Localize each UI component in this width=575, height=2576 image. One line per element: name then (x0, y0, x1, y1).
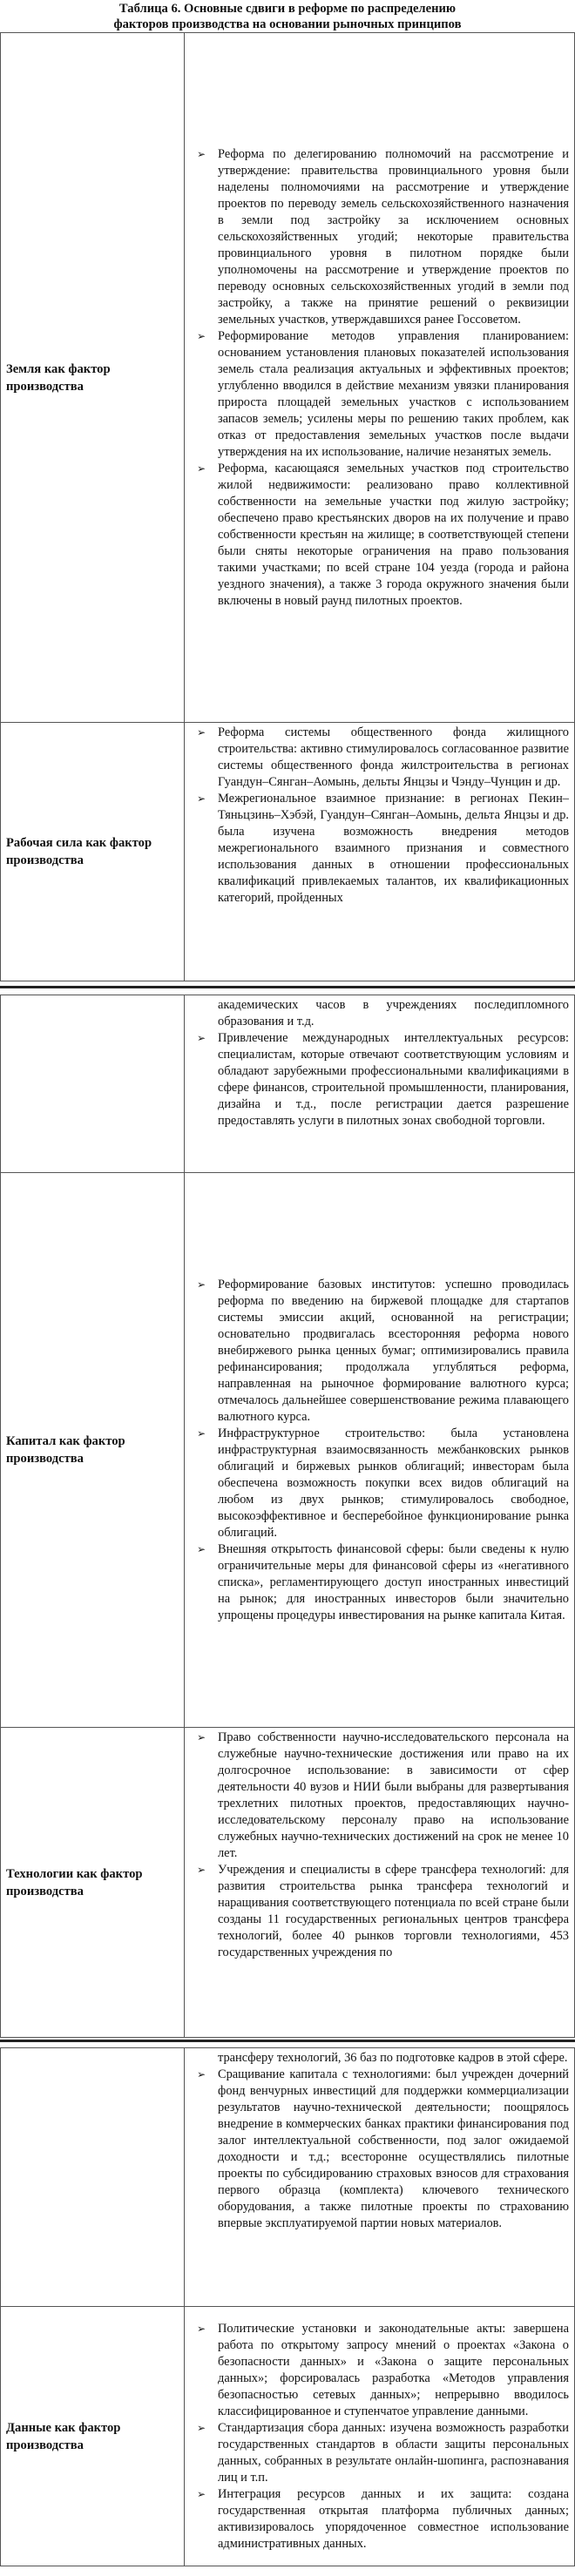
row-label-tech: Технологии как фактор производства (1, 1728, 185, 2038)
table-row-tech (1, 1728, 575, 2038)
row-label-labor: Рабочая сила как фактор производства (1, 723, 185, 981)
list-item: ➢ Сращивание капитала с технологиями: был учрежден дочерний фонд венчурных инвестиций для поддержки коммерциализации результатов научно-технической деятельности; поощрялось внедрение в коммерческих банках практики финансирования под залог интеллектуальной собственности, под залог ожидаемой доходности и т.д.; всесторонне осуществлялись пилотные проекты по субсидированию страховых взносов для страхования первого образца (комплекта) ключевого технического оборудования, а также пилотные проекты по страхованию впервые эксплуатируемой партии новых материалов. (197, 2067, 569, 2230)
list-item: ➢ Интеграция ресурсов данных и их защита: создана государственная открытая платформа публичных данных; активизировалось упорядоченное совместное использование административных данных. (197, 2486, 569, 2551)
list-item: ➢ Реформирование базовых институтов: успешно проводилась реформа по введению на биржевой площадке для стартапов системы эмиссии акций, основанной на регистрации; основательно продвигалась всесторонняя реформа нового внебиржевого рынка ценных бумаг; оптимизировались правила рефинансирования; продолжала углубляться реформа, направленная на рыночное формирование валютного курса; отмечалось дальнейшее совершенствование режима плавающего валютного курса. (197, 1277, 569, 1424)
table-row-data (1, 2307, 575, 2566)
bullet-icon: ➢ (197, 792, 206, 805)
list-item: ➢ Реформирование методов управления планированием: основанием установления плановых показателей использования земель стала реализация актуальных и эффективных проектов; углубленно вводился в действие механизм увязки планирования прироста площадей земельных участков с использованием запасов земель; усилены меры по решению таких проблем, как отказ от предоставления земельных участков после выдачи утверждения на их использование, наличие незанятых земель. (197, 328, 569, 459)
list-item: ➢ Учреждения и специалисты в сфере трансфера технологий: для развития строительства рынка трансфера технологий и наращивания соответствующего потенциала по всей стране были созданы 11 государственных региональных центров трансфера технологий, более 40 рынков торговли технологиями, 453 государственных учреждения по (197, 1863, 569, 1959)
table-title-line-2: факторов производства на основании рыночных принципов (113, 17, 462, 31)
bullet-icon: ➢ (197, 2322, 206, 2335)
list-item: ➢ Реформа по делегированию полномочий на рассмотрение и утверждение: правительства провинциального уровня были наделены полномочиями на рассмотрение и утверждение проектов по переводу земель сельскохозяйственного назначения в земли под застройку за исключением основных сельскохозяйственных угодий; некоторые правительства провинциального уровня в пилотном порядке были уполномочены на рассмотрение и утверждение проектов по переводу основных сельскохозяйственных угодий в земли под застройку, а также на принятие решений о реквизиции земельных участков, утверждавшихся ранее Госсоветом. (197, 146, 569, 327)
table-row-land (1, 33, 575, 723)
list-item: ➢ Межрегиональное взаимное признание: в регионах Пекин–Тяньцзинь–Хэбэй, Гуандун–Сянган–Аомынь, дельта Янцзы и др. была изучена возможность внедрения методов межрегионального взаимного признания и совместного использования данных в отношении профессиональных квалификаций привлекаемых талантов, их квалификационных категорий, пройденных (197, 792, 569, 905)
bullet-icon: ➢ (197, 1426, 206, 1440)
bullet-icon: ➢ (197, 1278, 206, 1291)
row-content-labor-cont (185, 995, 575, 1173)
table-row-labor-cont (1, 995, 575, 1173)
bullet-icon: ➢ (197, 1542, 206, 1555)
list-item: ➢ Реформа, касающаяся земельных участков под строительство жилой недвижимости: реализовано право коллективной собственности на земельные участки под жилую застройку; обеспечено право крестьянских дворов на их получение и право собственности крестьян на жилище; в соответствующей степени были сняты некоторые ограничения на право пользования такими участками; по всей стране 104 уезда (города и района уездного значения), а также 3 города окружного значения были включены в новый раунд пилотных проектов. (197, 461, 569, 608)
row-content-labor (185, 723, 575, 981)
table-row-labor (1, 723, 575, 981)
table-part-1 (0, 32, 575, 981)
bullet-icon: ➢ (197, 2421, 206, 2434)
bullet-icon: ➢ (197, 726, 206, 738)
row-content-tech (185, 1728, 575, 2038)
row-content-data (185, 2307, 575, 2566)
page-break-divider (0, 2040, 575, 2042)
row-label-land: Земля как фактор производства (1, 33, 185, 723)
bullet-icon: ➢ (197, 329, 206, 342)
row-label-empty (1, 2048, 185, 2307)
row-label-empty (1, 995, 185, 1173)
row-content-tech-cont (185, 2048, 575, 2307)
row-content-land (185, 33, 575, 723)
bullet-icon: ➢ (197, 147, 206, 160)
continued-text: академических часов в учреждениях последипломного образования и т.д. (218, 998, 569, 1028)
table-part-2 (0, 995, 575, 2038)
list-item: ➢ Привлечение международных интеллектуальных ресурсов: специалистам, которые отвечают соответствующим условиям и обладают зарубежными профессиональными квалификациями в сфере финансов, строительной промышленности, планирования, дизайна и т.д., после регистрации дается разрешение предоставлять услуги в пилотных зонах свободной торговли. (197, 1031, 569, 1128)
bullet-icon: ➢ (197, 1032, 206, 1044)
table-title (0, 0, 575, 32)
table-title-line-1: Таблица 6. Основные сдвиги в реформе по распределению (118, 2, 457, 16)
bullet-icon: ➢ (197, 1731, 206, 1743)
table-part-3 (0, 2047, 575, 2566)
bullet-icon: ➢ (197, 462, 206, 475)
list-item: ➢ Инфраструктурное строительство: была установлена инфраструктурная взаимосвязанность межбанковских рынков облигаций и биржевых рынков облигаций; инвесторам была обеспечена возможность покупки всех видов облигаций на любом из двух рынков; стимулировалось свободное, высокоэффективное и бесперебойное функционирование рынка облигаций. (197, 1426, 569, 1540)
bullet-icon: ➢ (197, 1864, 206, 1876)
row-content-capital (185, 1173, 575, 1728)
list-item: ➢ Стандартизация сбора данных: изучена возможность разработки государственных стандартов в области защиты персональных данных, собранных в результате онлайн-шопинга, распознавания лиц и т.п. (197, 2420, 569, 2485)
list-item: ➢ Право собственности научно-исследовательского персонала на служебные научно-технические достижения или право на их долгосрочное использование: в зависимости от сфер деятельности 40 вузов и НИИ были выбраны для развертывания трехлетних пилотных проектов, предоставляющих научно-исследовательскому персоналу право на использование служебных научно-технических достижений на срок не менее 10 лет. (197, 1730, 569, 1860)
bullet-icon: ➢ (197, 2068, 206, 2080)
list-item: ➢ Реформа системы общественного фонда жилищного строительства: активно стимулировалось согласованное развитие системы общественного фонда жилстроительства в регионах Гуандун–Сянган–Аомынь, дельты Янцзы и Чэнду–Чунцин и др. (197, 725, 569, 789)
list-item: ➢ Политические установки и законодательные акты: завершена работа по открытому запросу мнений о проектах «Закона о безопасности данных» и «Закона о защите персональных данных»; форсировалась разработка «Методов управления безопасностью сетевых данных»; непрерывно вводилось классифицированное и ступенчатое управление данными. (197, 2321, 569, 2418)
row-label-capital: Капитал как фактор производства (1, 1173, 185, 1728)
page-break-divider (0, 986, 575, 988)
row-label-data: Данные как фактор производства (1, 2307, 185, 2566)
table-row-tech-cont (1, 2048, 575, 2307)
table-row-capital (1, 1173, 575, 1728)
bullet-icon: ➢ (197, 2487, 206, 2500)
continued-text: трансферу технологий, 36 баз по подготовке кадров в этой сфере. (218, 2051, 568, 2065)
list-item: ➢ Внешняя открытость финансовой сферы: были сведены к нулю ограничительные меры для финансовой сферы из «негативного списка», регламентирующего доступ иностранных инвестиций на рынок; для иностранных инвесторов были значительно упрощены процедуры инвестирования на рынке капитала Китая. (197, 1541, 569, 1622)
